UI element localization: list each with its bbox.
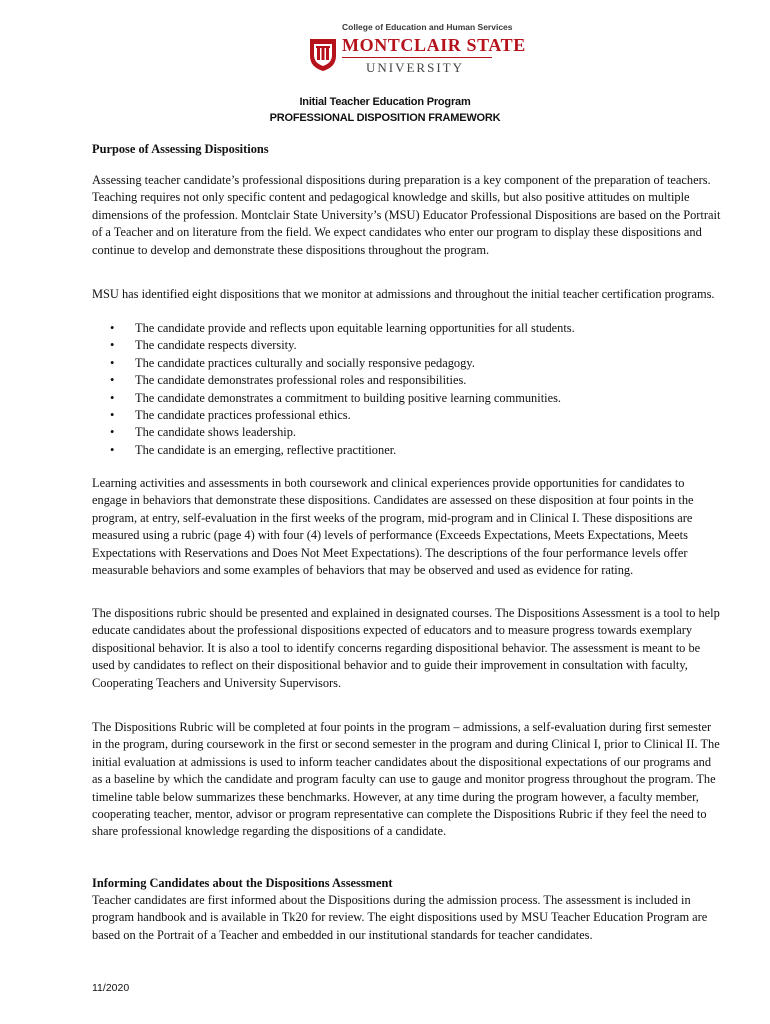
bullet-icon: •: [110, 355, 115, 370]
bullet-icon: •: [110, 338, 115, 353]
list-item: • The candidate practices culturally and socially responsive pedagogy.: [110, 355, 575, 372]
logo-rule: [342, 57, 492, 58]
document-title: [0, 94, 770, 126]
list-item: • The candidate shows leadership.: [110, 424, 575, 441]
list-item: • The candidate is an emerging, reflective practitioner.: [110, 442, 575, 459]
paragraph-rubric-timeline: The Dispositions Rubric will be completed at four points in the program – admissions, a self-evaluation during first semester in the program, during coursework in the first or second semester in the program and during Clinical I, prior to Clinical II. The initial evaluation at admissions is used to inform teacher candidates about the dispositional expectations of our programs and as a baseline by which the candidate and program faculty can use to gauge and monitor progress throughout the program. The timeline table below summarizes these benchmarks. However, at any time during the program however, a faculty member, cooperating teacher, mentor, advisor or program representative can complete the Dispositions Rubric if they feel the need to share professional knowledge regarding the dispositions of a candidate.: [92, 720, 720, 839]
bullet-icon: •: [110, 442, 115, 457]
paragraph-eight-dispositions: MSU has identified eight dispositions that we monitor at admissions and throughout the initial teacher certification programs.: [92, 287, 715, 301]
framework-title: PROFESSIONAL DISPOSITION FRAMEWORK: [269, 112, 501, 124]
list-item: • The candidate respects diversity.: [110, 337, 575, 354]
list-item: • The candidate provide and reflects upon equitable learning opportunities for all students.: [110, 320, 575, 337]
section-heading-purpose: Purpose of Assessing Dispositions: [92, 142, 269, 156]
dispositions-list: [110, 320, 575, 459]
paragraph-learning-activities: Learning activities and assessments in both coursework and clinical experiences provide opportunities for candidates to engage in behaviors that demonstrate these dispositions. Candidates are assessed on these disposition at four points in the program, at entry, self-evaluation in the first weeks of the program, mid-program and in Clinical I. These dispositions are measured using a rubric (page 4) with four (4) levels of performance (Exceeds Expectations, Meets Expectations, Meets Expectations with Reservations and Does Not Meet Expectations). The descriptions of the four performance levels offer measurable behaviors and some examples of behaviors that may be observed and used as evidence for rating.: [92, 476, 694, 578]
section-heading-informing: Informing Candidates about the Dispositions Assessment: [92, 876, 393, 890]
bullet-icon: •: [110, 373, 115, 388]
footer-date: 11/2020: [92, 982, 130, 994]
list-item: • The candidate demonstrates a commitment to building positive learning communities.: [110, 390, 575, 407]
list-item: • The candidate practices professional ethics.: [110, 407, 575, 424]
bullet-icon: •: [110, 321, 115, 335]
bullet-icon: •: [110, 425, 115, 440]
bullet-icon: •: [110, 390, 115, 405]
college-name: College of Education and Human Services: [342, 22, 513, 32]
university-logo: [308, 22, 526, 80]
paragraph-rubric-courses: The dispositions rubric should be presented and explained in designated courses. The Dispositions Assessment is a tool to help educate candidates about the professional dispositions expected of educators and to measure progress towards exemplary dispositional behavior. It is also a tool to identify concerns regarding dispositional behavior. The assessment is meant to be used by candidates to reflect on their dispositional behavior and to guide their improvement in consultation with faculty, Cooperating Teachers and University Supervisors.: [92, 606, 720, 690]
list-item: • The candidate demonstrates professional roles and responsibilities.: [110, 372, 575, 389]
program-title: Initial Teacher Education Program: [299, 96, 471, 108]
university-name: MONTCLAIR STATE: [342, 35, 526, 55]
bullet-icon: •: [110, 408, 115, 423]
university-word: UNIVERSITY: [366, 60, 464, 75]
paragraph-purpose-intro: Assessing teacher candidate’s professional dispositions during preparation is a key component of the preparation of teachers. Teaching requires not only specific content and pedagogical knowledge and skills, but also positive attitudes on multiple dimensions of the profession. Montclair State University’s (MSU) Educator Professional Dispositions are based on the Portrait of a Teacher and on literature from the field. We expect candidates who enter our program to display these dispositions and continue to develop and demonstrate these dispositions throughout the program.: [92, 173, 721, 257]
paragraph-informing: Teacher candidates are first informed about the Dispositions during the admission process. The assessment is included in program handbook and is available in Tk20 for review. The eight dispositions used by MSU Teacher Education Program are based on the Portrait of a Teacher and embedded in our institutional standards for teacher candidates.: [92, 893, 708, 942]
shield-icon: [308, 36, 338, 72]
